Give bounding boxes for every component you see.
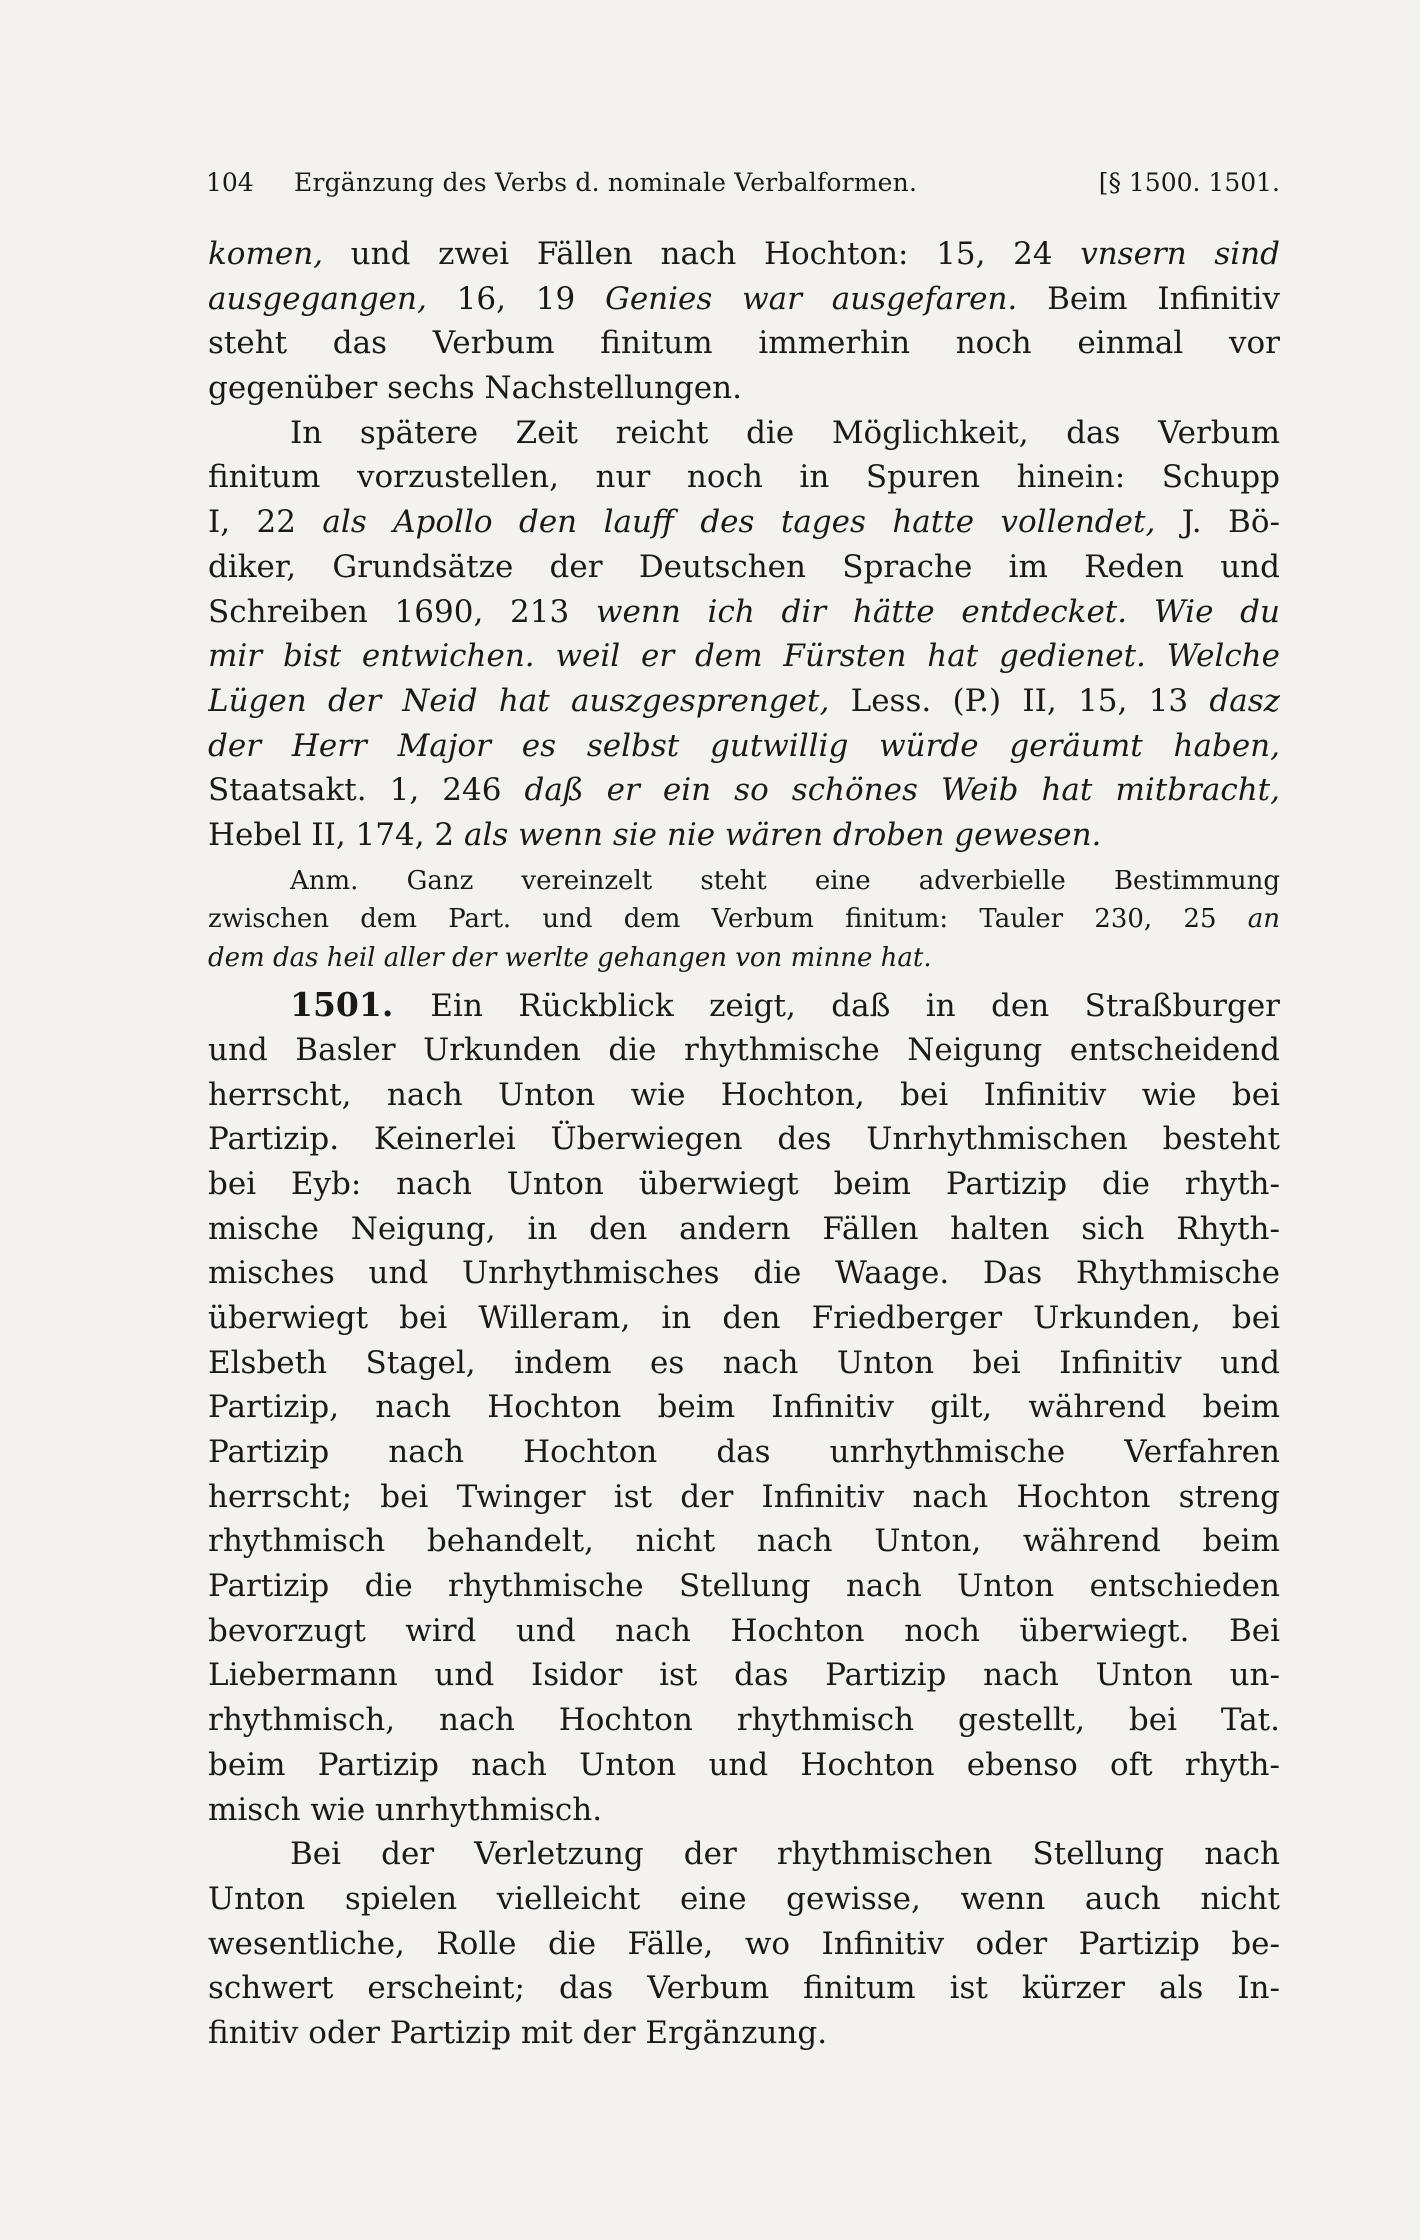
text-run: rhythmisch behandelt, nicht nach Unton, während beim	[208, 1523, 1280, 1560]
text-run: und Basler Urkunden die rhythmische Neigung entscheidend	[208, 1031, 1280, 1068]
text-run: herrscht; bei Twinger ist der Infinitiv nach Hochton streng	[208, 1478, 1280, 1515]
text-line	[208, 232, 1280, 277]
italic-quote: der Herr Major es selbst gutwillig würde geräumt haben,	[208, 727, 1280, 764]
text-run: überwiegt bei Willeram, in den Friedberger Urkunden, bei	[208, 1299, 1280, 1336]
text-run: Unton spielen vielleicht eine gewisse, wenn auch nicht	[208, 1880, 1280, 1917]
text-line	[208, 939, 1280, 978]
text-line	[208, 590, 1280, 635]
text-run: zwischen dem Part. und dem Verbum finitum: Tauler 230, 25	[208, 904, 1248, 935]
text-line	[208, 1475, 1280, 1520]
text-line	[208, 411, 1280, 456]
text-line	[208, 679, 1280, 724]
text-line	[208, 500, 1280, 545]
italic-quote: als Apollo den lauff des tages hatte vollendet,	[322, 504, 1156, 541]
text-run: Partizip die rhythmische Stellung nach Unton entschieden	[208, 1568, 1280, 1605]
text-run: schwert erscheint; das Verbum finitum ist kürzer als In-	[208, 1970, 1280, 2007]
text-line	[208, 1117, 1280, 1162]
text-line	[208, 1028, 1280, 1073]
text-line	[208, 1207, 1280, 1252]
text-line	[208, 900, 1280, 939]
text-run: Elsbeth Stagel, indem es nach Unton bei Infinitiv und	[208, 1344, 1280, 1381]
text-run: Anm. Ganz vereinzelt steht eine adverbielle Bestimmung	[290, 865, 1280, 896]
text-run: wesentliche, Rolle die Fälle, wo Infinitiv oder Partizip be-	[208, 1925, 1280, 1962]
footnote-anm	[208, 862, 1280, 978]
text-line	[208, 1564, 1280, 1609]
text-line	[208, 1073, 1280, 1118]
text-run: Liebermann und Isidor ist das Partizip nach Unton un-	[208, 1657, 1280, 1694]
italic-quote: vnsern sind	[1080, 236, 1280, 272]
text-line	[208, 1609, 1280, 1654]
text-run: mische Neigung, in den andern Fällen halten sich Rhyth-	[208, 1210, 1280, 1247]
text-line	[208, 1653, 1280, 1698]
italic-quote: komen,	[208, 236, 324, 272]
text-line	[208, 1519, 1280, 1564]
italic-quote: wenn ich dir hätte entdecket. Wie du	[595, 593, 1280, 630]
text-run: Ein Rückblick zeigt, daß in den Straßburger	[430, 988, 1280, 1025]
text-line	[208, 545, 1280, 590]
section-reference: [§ 1500. 1501.	[1098, 168, 1280, 197]
text-line	[208, 1341, 1280, 1386]
text-line	[208, 768, 1280, 813]
text-run: J. Bö-	[1155, 504, 1280, 541]
italic-quote: mir bist entwichen. weil er dem Fürsten hat gedienet. Welche	[208, 638, 1280, 675]
text-run: diker, Grundsätze der Deutschen Sprache im Reden und	[208, 548, 1280, 585]
text-run: bevorzugt wird und nach Hochton noch überwiegt. Bei	[208, 1612, 1280, 1649]
text-run: Hebel II, 174, 2	[208, 816, 464, 853]
page-number: 104	[206, 168, 254, 197]
text-line	[208, 1385, 1280, 1430]
text-run: bei Eyb: nach Unton überwiegt beim Partizip die rhyth-	[208, 1165, 1280, 1202]
text-line	[208, 724, 1280, 769]
section-number: 1501.	[290, 985, 431, 1025]
text-line	[208, 1296, 1280, 1341]
italic-quote: als wenn sie nie wären droben gewesen.	[464, 816, 1102, 853]
text-run: 16, 19	[426, 280, 606, 317]
paragraph-block-1501	[208, 983, 1280, 2056]
text-line	[208, 2011, 1280, 2056]
running-header	[206, 168, 1280, 197]
text-line	[208, 1698, 1280, 1743]
text-line	[208, 1430, 1280, 1475]
text-line	[208, 1788, 1280, 1833]
italic-quote: an	[1247, 904, 1280, 935]
text-line	[208, 983, 1280, 1028]
text-run: und zwei Fällen nach Hochton: 15, 24	[323, 236, 1081, 272]
text-run: steht das Verbum finitum immerhin noch einmal vor	[208, 325, 1280, 362]
italic-quote: dem das heil aller der werlte gehangen von minne hat.	[208, 942, 932, 973]
italic-quote: Genies war ausgefaren.	[605, 280, 1018, 317]
text-line	[208, 1251, 1280, 1296]
text-line	[208, 813, 1280, 858]
text-run: misch wie unrhythmisch.	[208, 1791, 603, 1828]
text-run: I, 22	[208, 504, 323, 541]
italic-quote: dasz	[1209, 682, 1280, 719]
italic-quote: daß er ein so schönes Weib hat mitbracht,	[524, 772, 1280, 809]
text-run: beim Partizip nach Unton und Hochton ebenso oft rhyth-	[208, 1746, 1280, 1783]
text-run: Less. (P.) II, 15, 13	[829, 682, 1210, 719]
text-run: Schreiben 1690, 213	[208, 593, 596, 630]
text-line	[208, 634, 1280, 679]
paragraph-block-1500	[208, 232, 1280, 858]
text-line	[208, 862, 1280, 901]
text-line	[208, 366, 1280, 411]
text-run: herrscht, nach Unton wie Hochton, bei Infinitiv wie bei	[208, 1076, 1280, 1113]
text-line	[208, 1966, 1280, 2011]
italic-quote: Lügen der Neid hat auszgesprenget,	[208, 682, 830, 719]
text-line	[208, 1877, 1280, 1922]
text-line	[208, 1162, 1280, 1207]
text-line	[208, 277, 1280, 322]
italic-quote: ausgegangen,	[208, 280, 427, 317]
text-run: Partizip nach Hochton das unrhythmische Verfahren	[208, 1434, 1280, 1470]
text-run: gegenüber sechs Nachstellungen.	[208, 370, 742, 407]
text-run: Staatsakt. 1, 246	[208, 772, 525, 809]
text-run: finitiv oder Partizip mit der Ergänzung.	[208, 2014, 828, 2051]
text-run: In spätere Zeit reicht die Möglichkeit, das Verbum	[290, 414, 1280, 451]
text-line	[208, 1743, 1280, 1788]
text-run: misches und Unrhythmisches die Waage. Das Rhythmische	[208, 1255, 1280, 1292]
text-run: Partizip, nach Hochton beim Infinitiv gilt, während beim	[208, 1389, 1280, 1426]
running-title: Ergänzung des Verbs d. nominale Verbalformen.	[294, 168, 918, 197]
body-text	[208, 232, 1280, 2056]
text-run: finitum vorzustellen, nur noch in Spuren hinein: Schupp	[208, 459, 1280, 496]
text-run: rhythmisch, nach Hochton rhythmisch gestellt, bei Tat.	[208, 1702, 1280, 1739]
text-run: Partizip. Keinerlei Überwiegen des Unrhythmischen besteht	[208, 1121, 1280, 1158]
text-line	[208, 455, 1280, 500]
text-line	[208, 1832, 1280, 1877]
text-run: Beim Infinitiv	[1017, 280, 1280, 317]
text-run: Bei der Verletzung der rhythmischen Stellung nach	[290, 1836, 1280, 1873]
text-line	[208, 1922, 1280, 1967]
text-line	[208, 321, 1280, 366]
